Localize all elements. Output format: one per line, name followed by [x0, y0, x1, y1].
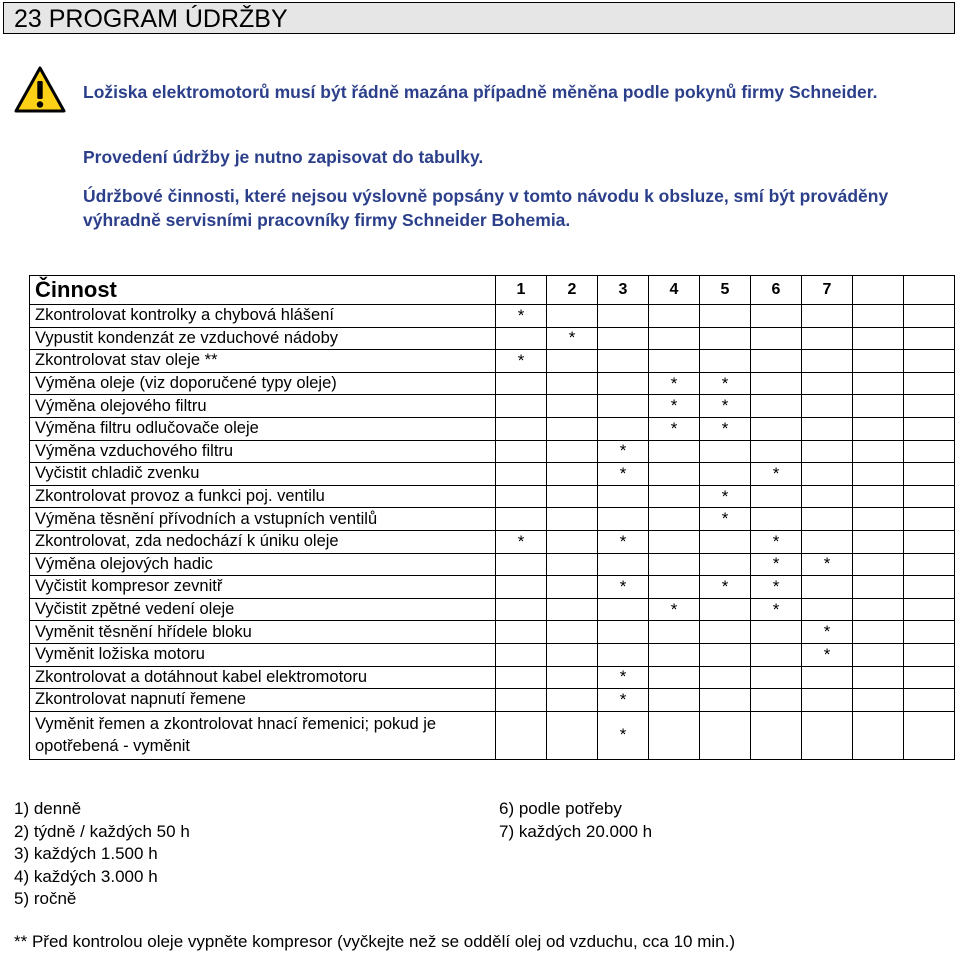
interval-mark-cell: [700, 689, 751, 712]
legend-item: 5) ročně: [14, 889, 77, 909]
interval-mark-cell: [649, 530, 700, 553]
interval-mark-cell: [751, 417, 802, 440]
interval-mark-cell: [547, 463, 598, 486]
interval-mark-cell: [598, 485, 649, 508]
legend-item: 2) týdně / každých 50 h: [14, 821, 190, 841]
interval-mark-cell: *: [649, 395, 700, 418]
interval-mark-cell: [547, 666, 598, 689]
interval-mark-cell: [802, 417, 853, 440]
task-label: Výměna olejových hadic: [30, 553, 496, 576]
interval-mark-cell: [547, 485, 598, 508]
interval-mark-cell: [496, 689, 547, 712]
interval-mark-cell: *: [700, 372, 751, 395]
interval-mark-cell: [802, 666, 853, 689]
interval-mark-cell: [802, 689, 853, 712]
interval-mark-cell: [802, 395, 853, 418]
interval-mark-cell: [547, 305, 598, 328]
interval-mark-cell: *: [649, 417, 700, 440]
table-row: [30, 508, 955, 531]
interval-mark-cell: *: [751, 463, 802, 486]
empty-cell: [904, 372, 955, 395]
table-row: [30, 395, 955, 418]
empty-cell: [904, 485, 955, 508]
interval-mark-cell: [649, 350, 700, 373]
empty-cell: [853, 463, 904, 486]
empty-cell: [904, 305, 955, 328]
empty-cell: [904, 463, 955, 486]
interval-mark-cell: [649, 621, 700, 644]
interval-mark-cell: *: [700, 508, 751, 531]
legend-item: 6) podle potřeby: [499, 799, 622, 818]
interval-mark-cell: [547, 530, 598, 553]
interval-mark-cell: [547, 553, 598, 576]
interval-mark-cell: [547, 508, 598, 531]
legend-item: 7) každých 20.000 h: [499, 821, 653, 841]
interval-mark-cell: [598, 598, 649, 621]
interval-mark-cell: [700, 530, 751, 553]
interval-mark-cell: [751, 666, 802, 689]
interval-mark-cell: [496, 621, 547, 644]
interval-mark-cell: [802, 372, 853, 395]
interval-mark-cell: [700, 643, 751, 666]
interval-mark-cell: [802, 485, 853, 508]
column-header-empty: [853, 276, 904, 305]
interval-mark-cell: *: [751, 598, 802, 621]
interval-mark-cell: [751, 689, 802, 712]
table-row: [30, 440, 955, 463]
legend-item: 4) každých 3.000 h: [14, 866, 158, 886]
interval-mark-cell: [700, 711, 751, 759]
interval-mark-cell: *: [802, 643, 853, 666]
interval-mark-cell: [751, 327, 802, 350]
interval-mark-cell: [547, 643, 598, 666]
empty-cell: [904, 417, 955, 440]
interval-mark-cell: [751, 485, 802, 508]
column-header-interval: 3: [598, 276, 649, 305]
interval-mark-cell: [496, 666, 547, 689]
interval-mark-cell: [751, 508, 802, 531]
empty-cell: [853, 485, 904, 508]
interval-mark-cell: [700, 440, 751, 463]
interval-mark-cell: [802, 463, 853, 486]
task-label: Zkontrolovat, zda nedochází k úniku oleje: [30, 530, 496, 553]
interval-mark-cell: [496, 395, 547, 418]
task-label: Vyčistit zpětné vedení oleje: [30, 598, 496, 621]
interval-mark-cell: [802, 305, 853, 328]
interval-mark-cell: [649, 508, 700, 531]
interval-mark-cell: *: [598, 530, 649, 553]
interval-mark-cell: [547, 350, 598, 373]
empty-cell: [904, 598, 955, 621]
empty-cell: [853, 508, 904, 531]
interval-mark-cell: *: [802, 621, 853, 644]
interval-mark-cell: [802, 440, 853, 463]
empty-cell: [853, 598, 904, 621]
interval-mark-cell: *: [598, 689, 649, 712]
empty-cell: [904, 440, 955, 463]
interval-mark-cell: [496, 643, 547, 666]
interval-mark-cell: [598, 553, 649, 576]
empty-cell: [904, 350, 955, 373]
empty-cell: [853, 350, 904, 373]
interval-mark-cell: [496, 463, 547, 486]
interval-mark-cell: [496, 576, 547, 599]
interval-mark-cell: [802, 530, 853, 553]
interval-mark-cell: [649, 305, 700, 328]
interval-mark-cell: [496, 508, 547, 531]
footnote: ** Před kontrolou oleje vypněte kompresor (vyčkejte než se oddělí olej od vzduchu, cca 10 min.): [14, 932, 735, 951]
interval-mark-cell: [700, 666, 751, 689]
empty-cell: [853, 305, 904, 328]
interval-mark-cell: [751, 643, 802, 666]
interval-mark-cell: [649, 643, 700, 666]
empty-cell: [853, 553, 904, 576]
task-label: Výměna těsnění přívodních a vstupních ventilů: [30, 508, 496, 531]
legend-left: [14, 798, 190, 911]
warning-text-bearings: Ložiska elektromotorů musí být řádně mazána případně měněna podle pokynů firmy Schneider.: [83, 82, 878, 102]
interval-mark-cell: [700, 327, 751, 350]
column-header-interval: 2: [547, 276, 598, 305]
interval-mark-cell: *: [496, 305, 547, 328]
task-label: Vypustit kondenzát ze vzduchové nádoby: [30, 327, 496, 350]
maintenance-table: [29, 275, 955, 760]
interval-mark-cell: *: [598, 440, 649, 463]
interval-mark-cell: [496, 485, 547, 508]
empty-cell: [853, 576, 904, 599]
interval-mark-cell: [547, 621, 598, 644]
interval-mark-cell: [598, 372, 649, 395]
interval-mark-cell: [598, 508, 649, 531]
table-row: [30, 327, 955, 350]
interval-mark-cell: [547, 395, 598, 418]
interval-mark-cell: [802, 350, 853, 373]
interval-mark-cell: [700, 350, 751, 373]
task-label: Zkontrolovat napnutí řemene: [30, 689, 496, 712]
table-row: [30, 372, 955, 395]
interval-mark-cell: [547, 711, 598, 759]
interval-mark-cell: [751, 395, 802, 418]
interval-mark-cell: [751, 305, 802, 328]
column-header-empty: [904, 276, 955, 305]
task-label: Výměna oleje (viz doporučené typy oleje): [30, 372, 496, 395]
interval-mark-cell: [649, 463, 700, 486]
table-row: [30, 350, 955, 373]
interval-mark-cell: [547, 417, 598, 440]
interval-mark-cell: [598, 305, 649, 328]
interval-mark-cell: [598, 643, 649, 666]
empty-cell: [904, 621, 955, 644]
task-label: Výměna vzduchového filtru: [30, 440, 496, 463]
interval-mark-cell: [649, 485, 700, 508]
legend-right: [499, 798, 652, 843]
table-row: [30, 576, 955, 599]
interval-mark-cell: [649, 327, 700, 350]
empty-cell: [853, 530, 904, 553]
empty-cell: [904, 508, 955, 531]
table-row: [30, 643, 955, 666]
interval-mark-cell: *: [547, 327, 598, 350]
interval-mark-cell: *: [751, 530, 802, 553]
interval-mark-cell: *: [496, 350, 547, 373]
empty-cell: [853, 711, 904, 759]
empty-cell: [853, 440, 904, 463]
interval-mark-cell: [700, 463, 751, 486]
interval-mark-cell: *: [649, 598, 700, 621]
warning-text-record: Provedení údržby je nutno zapisovat do tabulky.: [83, 147, 484, 167]
empty-cell: [853, 327, 904, 350]
interval-mark-cell: [598, 395, 649, 418]
interval-mark-cell: [751, 372, 802, 395]
task-label: Vyčistit kompresor zevnitř: [30, 576, 496, 599]
task-label: Výměna filtru odlučovače oleje: [30, 417, 496, 440]
interval-mark-cell: [547, 576, 598, 599]
empty-cell: [904, 643, 955, 666]
column-header-interval: 4: [649, 276, 700, 305]
empty-cell: [904, 395, 955, 418]
table-header-row: [30, 276, 955, 305]
interval-mark-cell: [496, 598, 547, 621]
interval-mark-cell: *: [649, 372, 700, 395]
task-label: Výměna olejového filtru: [30, 395, 496, 418]
empty-cell: [904, 576, 955, 599]
section-title: 23 PROGRAM ÚDRŽBY: [14, 5, 288, 33]
interval-mark-cell: [649, 440, 700, 463]
interval-mark-cell: [802, 327, 853, 350]
interval-mark-cell: [649, 553, 700, 576]
interval-mark-cell: [598, 350, 649, 373]
interval-mark-cell: [802, 711, 853, 759]
interval-mark-cell: *: [598, 711, 649, 759]
table-row: [30, 305, 955, 328]
empty-cell: [853, 417, 904, 440]
table-row: [30, 689, 955, 712]
interval-mark-cell: [547, 372, 598, 395]
interval-mark-cell: [649, 711, 700, 759]
table-row: [30, 463, 955, 486]
interval-mark-cell: [547, 440, 598, 463]
interval-mark-cell: [496, 372, 547, 395]
interval-mark-cell: [802, 598, 853, 621]
empty-cell: [904, 711, 955, 759]
interval-mark-cell: [700, 553, 751, 576]
task-label: Zkontrolovat stav oleje **: [30, 350, 496, 373]
table-row: [30, 621, 955, 644]
interval-mark-cell: [700, 305, 751, 328]
interval-mark-cell: *: [496, 530, 547, 553]
column-header-activity: Činnost: [30, 276, 496, 305]
column-header-interval: 5: [700, 276, 751, 305]
interval-mark-cell: [496, 711, 547, 759]
interval-mark-cell: [700, 621, 751, 644]
interval-mark-cell: [751, 350, 802, 373]
task-label: Vyčistit chladič zvenku: [30, 463, 496, 486]
interval-mark-cell: *: [700, 485, 751, 508]
interval-mark-cell: [496, 327, 547, 350]
table-row: [30, 485, 955, 508]
task-label: Zkontrolovat a dotáhnout kabel elektromotoru: [30, 666, 496, 689]
empty-cell: [853, 621, 904, 644]
interval-mark-cell: [649, 666, 700, 689]
interval-mark-cell: [496, 417, 547, 440]
table-row: [30, 417, 955, 440]
interval-mark-cell: [700, 598, 751, 621]
task-label: Vyměnit těsnění hřídele bloku: [30, 621, 496, 644]
interval-mark-cell: [649, 689, 700, 712]
column-header-interval: 6: [751, 276, 802, 305]
warning-text-service: Údržbové činnosti, které nejsou výslovně popsány v tomto návodu k obsluze, smí být prováděny výhradně servisními pracovníky firmy Schneider Bohemia.: [83, 186, 889, 230]
table-row: [30, 530, 955, 553]
empty-cell: [853, 372, 904, 395]
interval-mark-cell: *: [751, 576, 802, 599]
empty-cell: [904, 666, 955, 689]
task-label: Zkontrolovat kontrolky a chybová hlášení: [30, 305, 496, 328]
interval-mark-cell: [547, 689, 598, 712]
column-header-interval: 7: [802, 276, 853, 305]
interval-mark-cell: *: [751, 553, 802, 576]
task-label: Vyměnit ložiska motoru: [30, 643, 496, 666]
table-row: [30, 666, 955, 689]
empty-cell: [904, 689, 955, 712]
interval-mark-cell: [598, 621, 649, 644]
interval-mark-cell: [598, 417, 649, 440]
interval-mark-cell: *: [700, 417, 751, 440]
interval-mark-cell: [751, 440, 802, 463]
table-row: [30, 598, 955, 621]
interval-mark-cell: *: [598, 576, 649, 599]
task-label: Zkontrolovat provoz a funkci poj. ventilu: [30, 485, 496, 508]
empty-cell: [853, 395, 904, 418]
empty-cell: [904, 553, 955, 576]
legend-item: 3) každých 1.500 h: [14, 844, 158, 864]
interval-mark-cell: [751, 711, 802, 759]
interval-mark-cell: *: [802, 553, 853, 576]
interval-mark-cell: *: [700, 395, 751, 418]
empty-cell: [904, 327, 955, 350]
empty-cell: [853, 643, 904, 666]
interval-mark-cell: *: [700, 576, 751, 599]
interval-mark-cell: [598, 327, 649, 350]
table-row: [30, 553, 955, 576]
column-header-interval: 1: [496, 276, 547, 305]
interval-mark-cell: [496, 553, 547, 576]
interval-mark-cell: [649, 576, 700, 599]
empty-cell: [853, 666, 904, 689]
legend-item: 1) denně: [14, 799, 82, 818]
empty-cell: [853, 689, 904, 712]
interval-mark-cell: [802, 576, 853, 599]
table-row: [30, 711, 955, 759]
interval-mark-cell: [751, 621, 802, 644]
interval-mark-cell: [547, 598, 598, 621]
interval-mark-cell: [496, 440, 547, 463]
interval-mark-cell: *: [598, 666, 649, 689]
interval-mark-cell: [802, 508, 853, 531]
task-label: Vyměnit řemen a zkontrolovat hnací řemenici; pokud je opotřebená - vyměnit: [30, 711, 496, 759]
interval-mark-cell: *: [598, 463, 649, 486]
section-title-bar: [3, 2, 955, 34]
empty-cell: [904, 530, 955, 553]
warning-triangle-icon: [14, 66, 66, 114]
